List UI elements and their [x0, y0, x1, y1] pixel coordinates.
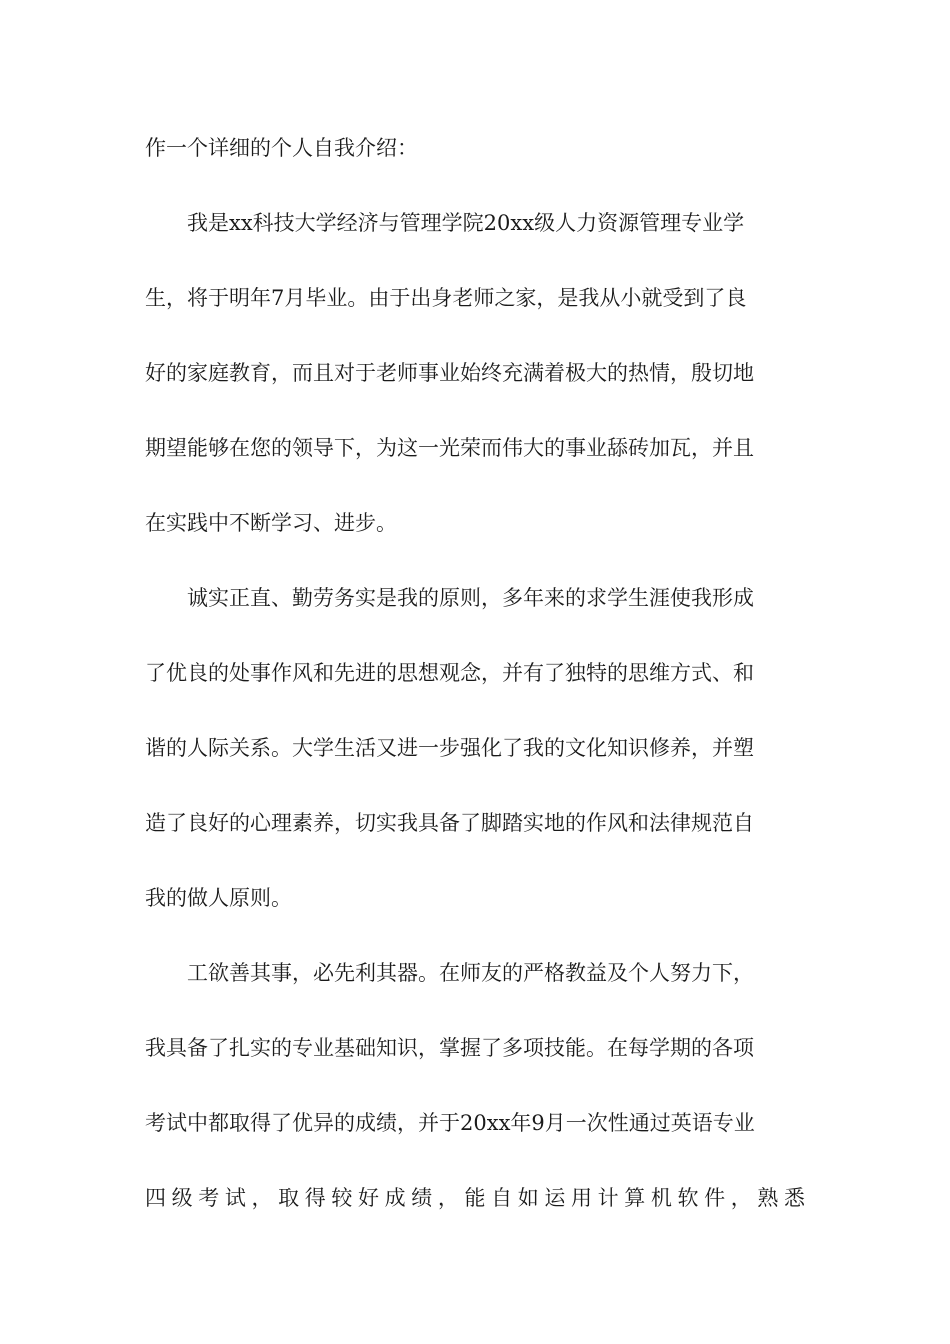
text-line-12: 工欲善其事，必先利其器。在师友的严格教益及个人努力下，: [145, 961, 754, 985]
text-line-3: 生，将于明年7月毕业。由于出身老师之家，是我从小就受到了良: [145, 286, 747, 310]
text-line-4: 好的家庭教育，而且对于老师事业始终充满着极大的热情，殷切地: [145, 361, 754, 385]
text-line-11: 我的做人原则。: [145, 886, 292, 910]
text-line-14: 考试中都取得了优异的成绩，并于20xx年9月一次性通过英语专业: [145, 1111, 755, 1135]
document-body: [145, 123, 805, 1248]
text-line-2: 我是xx科技大学经济与管理学院20xx级人力资源管理专业学: [145, 211, 745, 235]
text-line-5: 期望能够在您的领导下，为这一光荣而伟大的事业舔砖加瓦，并且: [145, 436, 754, 460]
text-line-15: 四 级 考 试 ， 取 得 较 好 成 绩 ， 能 自 如 运 用 计 算 机 软 件 ， 熟 悉: [145, 1186, 805, 1210]
text-line-1: 作一个详细的个人自我介绍：: [145, 136, 418, 160]
text-line-7: 诚实正直、勤劳务实是我的原则，多年来的求学生涯使我形成: [145, 586, 754, 610]
text-line-6: 在实践中不断学习、进步。: [145, 511, 397, 535]
text-line-13: 我具备了扎实的专业基础知识，掌握了多项技能。在每学期的各项: [145, 1036, 754, 1060]
text-line-10: 造了良好的心理素养，切实我具备了脚踏实地的作风和法律规范自: [145, 811, 754, 835]
text-line-8: 了优良的处事作风和先进的思想观念，并有了独特的思维方式、和: [145, 661, 754, 685]
text-line-9: 谐的人际关系。大学生活又进一步强化了我的文化知识修养，并塑: [145, 736, 754, 760]
